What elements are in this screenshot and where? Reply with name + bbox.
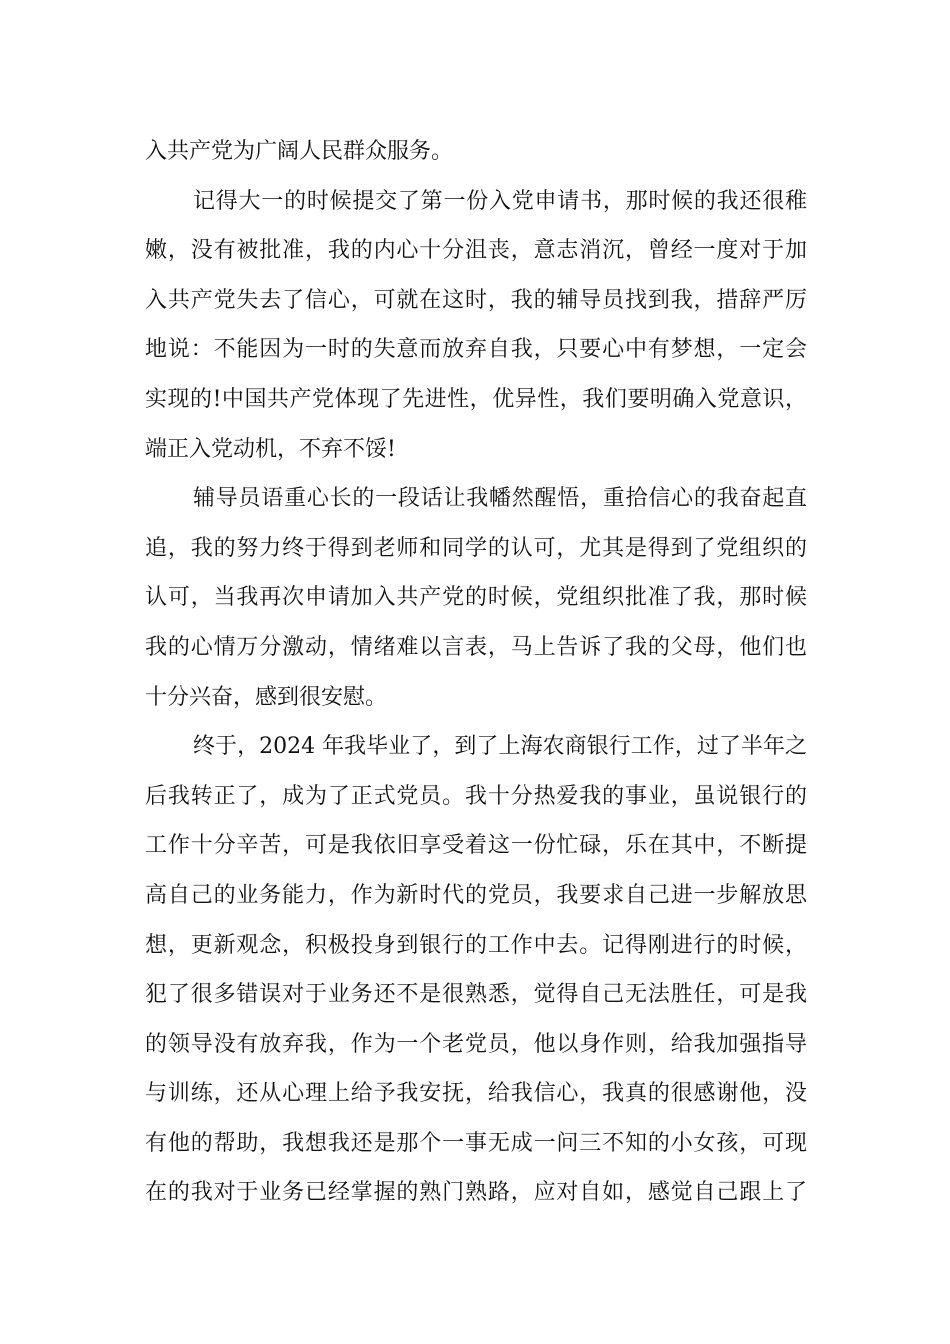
body-text <box>145 127 807 1218</box>
text-line: 十分兴奋，感到很安慰。 <box>145 684 388 710</box>
text-line: 认可，当我再次申请加入共产党的时候，党组织批准了我，那时候 <box>145 585 807 611</box>
text-line: 的领导没有放弃我，作为一个老党员，他以身作则，给我加强指导 <box>145 1031 807 1057</box>
text-line: 在的我对于业务已经掌握的熟门熟路，应对自如，感觉自己跟上了 <box>145 1180 807 1206</box>
text-line: 地说：不能因为一时的失意而放弃自我，只要心中有梦想，一定会 <box>145 337 807 363</box>
paragraph-first-line: 辅导员语重心长的一段话让我幡然醒悟，重拾信心的我奋起直 <box>193 486 807 512</box>
text-line: 后我转正了，成为了正式党员。我十分热爱我的事业，虽说银行的 <box>145 783 807 809</box>
paragraph-first-line: 记得大一的时候提交了第一份入党申请书，那时候的我还很稚 <box>193 188 807 214</box>
text-line: 追，我的努力终于得到老师和同学的认可，尤其是得到了党组织的 <box>145 535 807 561</box>
text-line: 嫩，没有被批准，我的内心十分沮丧，意志消沉，曾经一度对于加 <box>145 238 807 264</box>
text-line: 想，更新观念，积极投身到银行的工作中去。记得刚进行的时候， <box>145 932 807 958</box>
text-line: 入共产党失去了信心，可就在这时，我的辅导员找到我，措辞严厉 <box>145 287 807 313</box>
text-line: 我的心情万分激动，情绪难以言表，马上告诉了我的父母，他们也 <box>145 634 807 660</box>
paragraph-first-line: 终于，2024 年我毕业了，到了上海农商银行工作，过了半年之 <box>193 734 807 760</box>
text-line: 实现的!中国共产党体现了先进性，优异性，我们要明确入党意识， <box>145 386 807 412</box>
text-line: 与训练，还从心理上给予我安抚，给我信心，我真的很感谢他，没 <box>145 1081 807 1107</box>
text-line: 有他的帮助，我想我还是那个一事无成一问三不知的小女孩，可现 <box>145 1130 807 1156</box>
text-line: 工作十分辛苦，可是我依旧享受着这一份忙碌，乐在其中，不断提 <box>145 833 807 859</box>
text-line: 入共产党为广阔人民群众服务。 <box>145 139 454 164</box>
text-line: 高自己的业务能力，作为新时代的党员，我要求自己进一步解放思 <box>145 882 807 908</box>
text-line: 犯了很多错误对于业务还不是很熟悉，觉得自己无法胜任，可是我 <box>145 982 807 1008</box>
text-line: 端正入党动机，不弃不馁! <box>145 436 396 462</box>
